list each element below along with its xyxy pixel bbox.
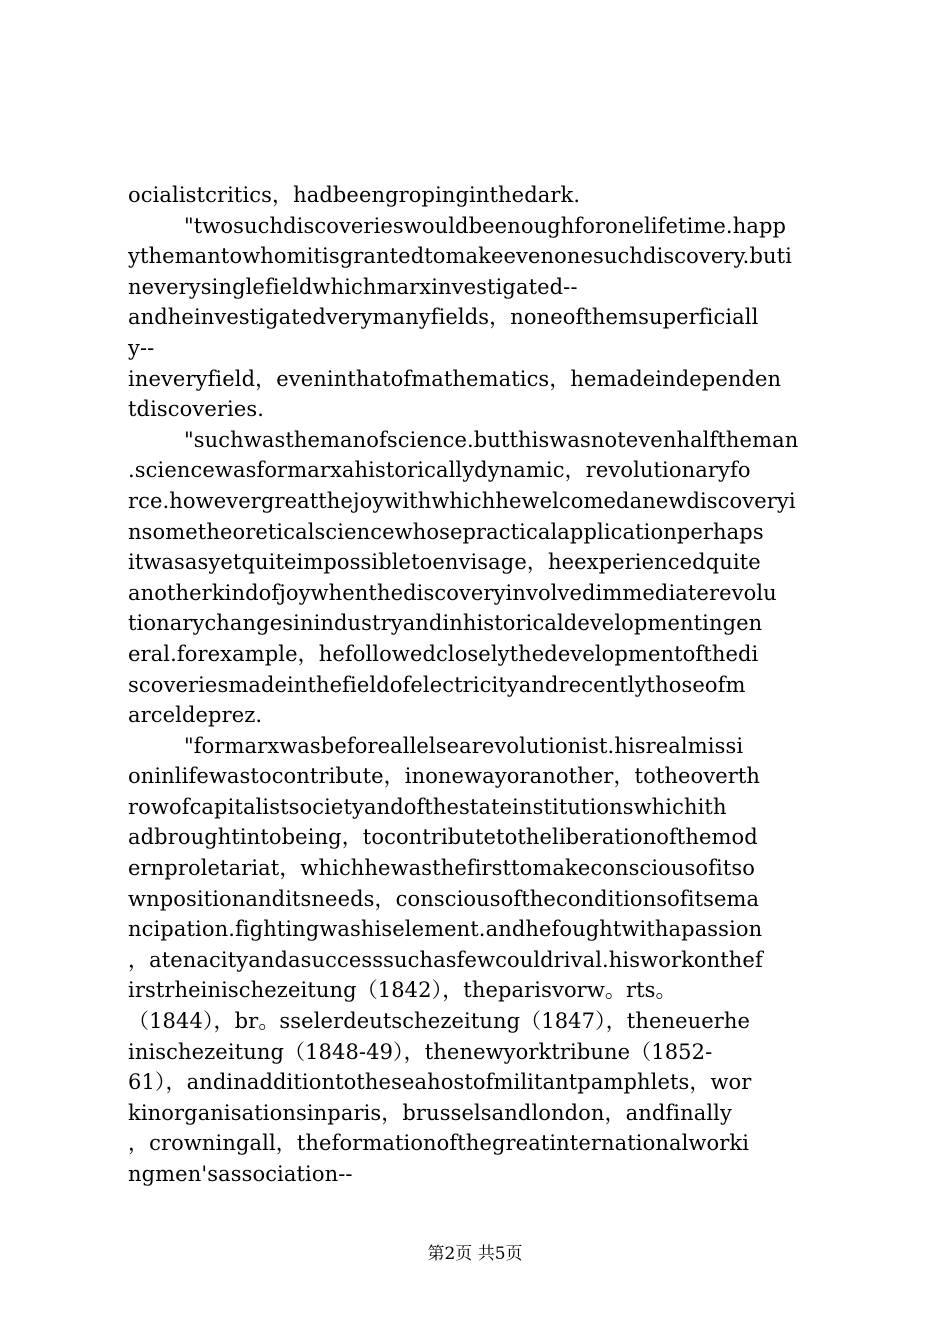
text-line: ythemantowhomitisgrantedtomakeevenonesuchdiscovery.buti <box>128 244 792 269</box>
text-line: rowofcapitalistsocietyandofthestateinstitutionswhichith <box>128 794 727 819</box>
text-line: eral.forexample，hefollowedcloselythedevelopmentofthedi <box>128 641 759 666</box>
text-line: y-- <box>128 335 155 360</box>
text-line: scoveriesmadeinthefieldofelectricityandrecentlythoseofm <box>128 672 746 697</box>
paragraph-start-line: "twosuchdiscoverieswouldbeenoughforonelifetime.happ <box>184 213 787 238</box>
text-line: adbroughtintobeing，tocontributetotheliberationofthemod <box>128 825 758 850</box>
text-line: arceldeprez. <box>128 703 263 728</box>
document-body <box>128 180 840 1190</box>
text-line: tdiscoveries. <box>128 397 265 422</box>
text-line: ineveryfield，eveninthatofmathematics，hemadeindependen <box>128 366 782 391</box>
text-line: wnpositionanditsneeds，consciousoftheconditionsofitsema <box>128 886 760 911</box>
text-line: ，crowningall，theformationofthegreatinternationalworki <box>128 1131 750 1156</box>
paragraph-start-line: "suchwasthemanofscience.butthiswasnotevenhalftheman <box>184 427 799 452</box>
text-line: itwasasyetquiteimpossibletoenvisage，heexperiencedquite <box>128 550 761 575</box>
text-line: ngmen'sassociation-- <box>128 1162 353 1186</box>
text-line: tionarychangesinindustryandinhistoricaldevelopmentingen <box>128 611 763 636</box>
text-line: andheinvestigatedverymanyfields，noneofthemsuperficiall <box>128 305 759 330</box>
text-line: .sciencewasformarxahistoricallydynamic，revolutionaryfo <box>128 458 751 483</box>
text-line: ncipation.fightingwashiselement.andhefoughtwithapassion <box>128 917 763 942</box>
paragraph-start-line: "formarxwasbeforeallelsearevolutionist.hisrealmissi <box>184 733 744 758</box>
text-line: ocialistcritics，hadbeengropinginthedark. <box>128 183 581 207</box>
text-line: neverysinglefieldwhichmarxinvestigated-- <box>128 274 578 299</box>
page-number-footer: 第2页 共5页 <box>427 1244 523 1264</box>
text-line: ernproletariat，whichhewasthefirsttomakeconsciousofitso <box>128 856 755 881</box>
text-line: ，atenacityandasuccesssuchasfewcouldrival.hisworkonthef <box>128 947 763 972</box>
text-line: rce.howevergreatthejoywithwhichhewelcomedanewdiscoveryi <box>128 488 796 513</box>
text-line: anotherkindofjoywhenthediscoveryinvolvedimmediaterevolu <box>128 580 777 605</box>
text-line: irstrheinischezeitung（1842），theparisvorw。rts。 <box>128 978 677 1003</box>
text-line: kinorganisationsinparis，brusselsandlondon，andfinally <box>128 1100 732 1125</box>
text-line: 61），andinadditiontotheseahostofmilitantpamphlets，wor <box>128 1070 752 1095</box>
text-line: nsometheoreticalsciencewhosepracticalapplicationperhaps <box>128 519 764 544</box>
text-line: oninlifewastocontribute，inonewayoranother，totheoverth <box>128 764 761 789</box>
text-line: inischezeitung（1848-49），thenewyorktribune（1852- <box>128 1039 713 1064</box>
text-line: （1844），br。sselerdeutschezeitung（1847），theneuerhe <box>128 1009 751 1034</box>
